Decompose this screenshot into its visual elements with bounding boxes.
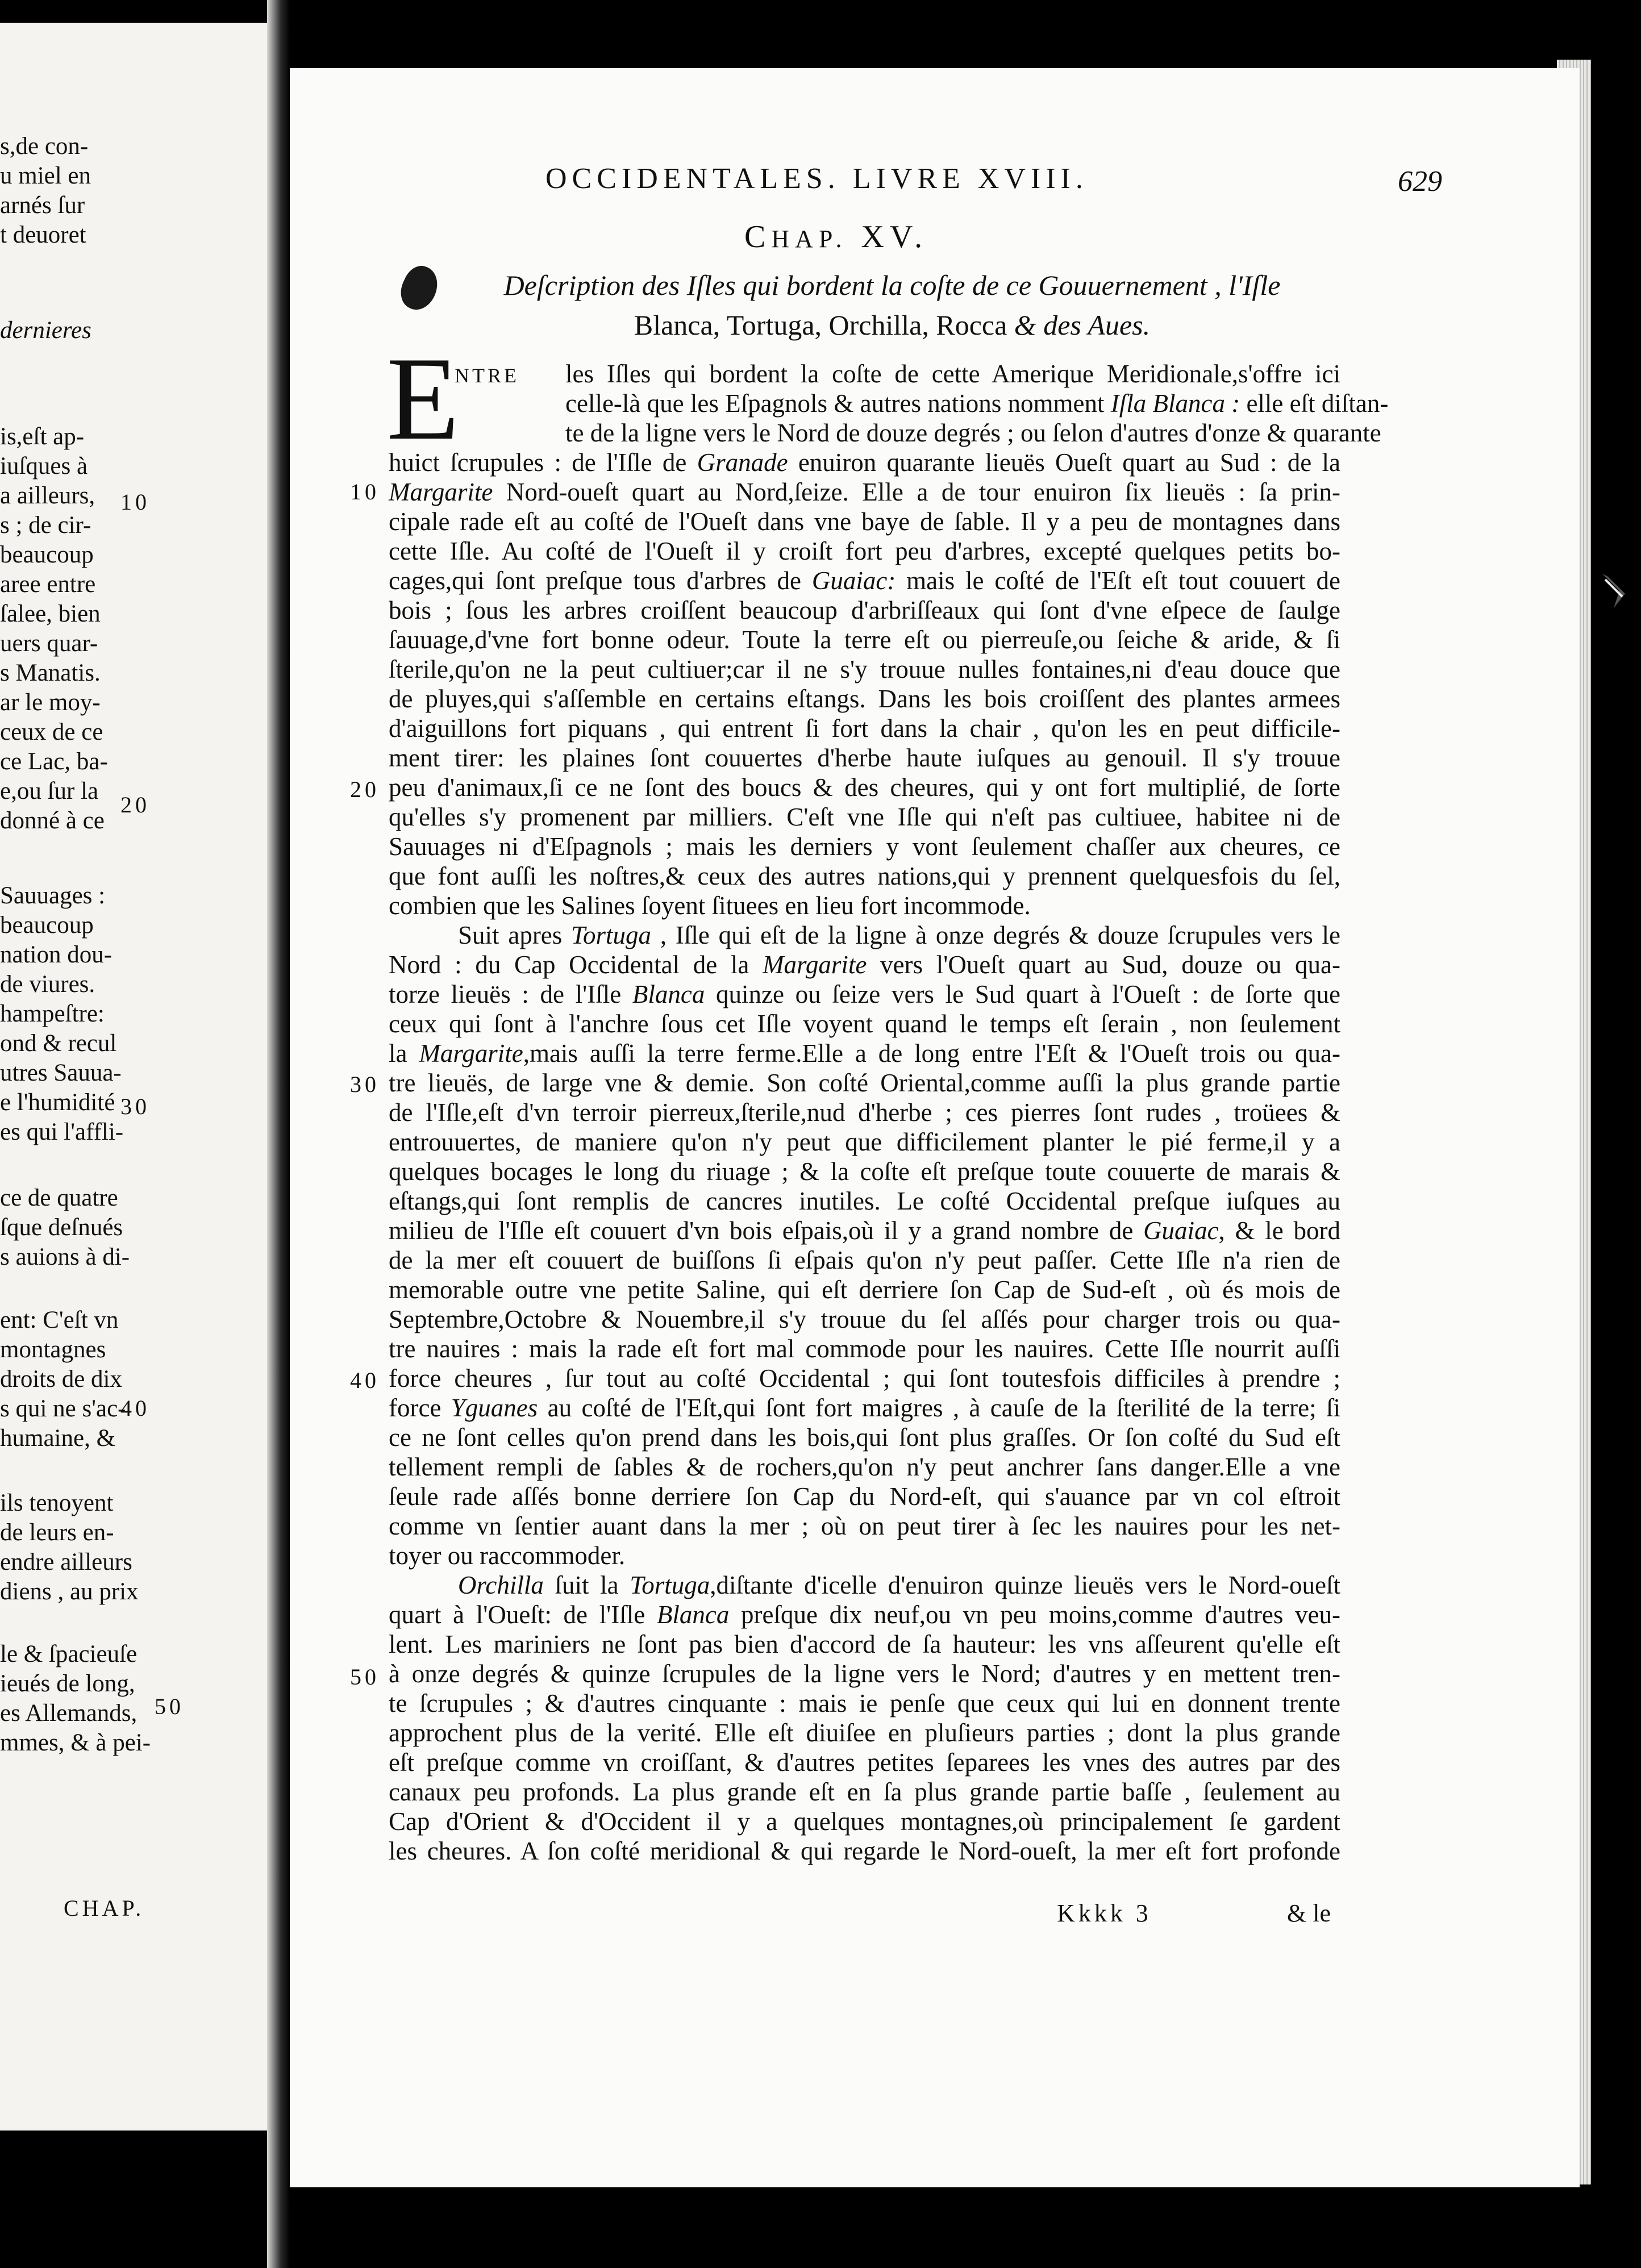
left-page-line: ond & recul: [0, 1030, 117, 1057]
left-page-line: de viures.: [0, 971, 95, 998]
left-margin-line-number: 40: [120, 1395, 150, 1421]
left-page-catchword: CHAP.: [64, 1895, 145, 1921]
margin-line-number: 20: [350, 777, 380, 802]
left-page-line: u miel en: [0, 162, 91, 189]
body-text-line: ſterile,qu'on ne la peut cultiuer;car il ne s'y trouue nulles fontaines,ni d'eau douce que: [389, 655, 1340, 683]
body-text-line: ce ne ſont celles qu'on prend dans les bois,qui ſont plus graſſes. Or ſon coſté du Sud eſt: [389, 1423, 1340, 1452]
body-text-line: combien que les Salines ſoyent ſituees en lieu fort incommode.: [389, 891, 1031, 920]
body-text-line: que font auſſi les noſtres,& ceux des autres nations,qui y prennent quelquesfois du ſel,: [389, 862, 1340, 890]
left-page-line: t deuoret: [0, 222, 86, 248]
left-page-line: uers quar-: [0, 630, 98, 657]
left-page-line: droits de dix: [0, 1366, 122, 1393]
body-text-line: lent. Les mariniers ne ſont pas bien d'accord de ſa hauteur: les vns aſſeurent qu'elle eſt: [389, 1630, 1340, 1658]
first-word-small-caps: [455, 359, 557, 390]
left-page-line: le & ſpacieuſe: [0, 1641, 138, 1667]
left-page-fragment: [0, 23, 272, 2131]
body-text-line: Septembre,Octobre & Nouembre,il s'y trouue du ſel aſſés pour charger trois ou qua-: [389, 1305, 1340, 1333]
left-margin-line-number: 30: [120, 1094, 150, 1119]
body-text-line: les Iſles qui bordent la coſte de cette Amerique Meridionale,s'offre ici: [565, 360, 1340, 388]
left-page-line: beaucoup: [0, 541, 94, 568]
left-page-line: arnés ſur: [0, 192, 85, 219]
body-text-line: milieu de l'Iſle eſt couuert d'vn bois eſpais,où il y a grand nombre de Guaiac, & le bord: [389, 1216, 1340, 1245]
margin-line-number: 10: [350, 479, 380, 505]
body-text-line: quart à l'Oueſt: de l'Iſle Blanca preſque dix neuf,ou vn peu moins,comme d'autres veu-: [389, 1600, 1340, 1629]
left-page-line: ils tenoyent: [0, 1490, 114, 1516]
left-page-line: utres Sauua-: [0, 1060, 122, 1086]
left-page-line: de leurs en-: [0, 1519, 114, 1546]
body-text-line: tellement rempli de ſables & de rochers,qu'on n'y peut anchrer ſans danger.Elle a vne: [389, 1453, 1340, 1481]
chapter-subtitle-line-2: [432, 307, 1352, 343]
margin-line-number: 30: [350, 1072, 380, 1097]
body-text-line: Orchilla ſuit la Tortuga,diſtante d'icelle d'enuiron quinze lieuës vers le Nord-oueſt: [458, 1571, 1340, 1599]
body-text-line: approchent plus de la verité. Elle eſt diuiſee en pluſieurs parties ; dont la plus grande: [389, 1719, 1340, 1747]
left-page-line: mmes, & à pei-: [0, 1729, 151, 1756]
body-text-line: canaux peu profonds. La plus grande eſt en ſa plus grande partie baſſe , ſeulement au: [389, 1778, 1340, 1806]
subtitle-roman-part: Blanca, Tortuga, Orchilla, Rocca: [634, 309, 1007, 341]
drop-cap: E: [386, 333, 460, 465]
left-page-line: s qui ne s'ac-: [0, 1395, 126, 1422]
body-text-line: torze lieuës : de l'Iſle Blanca quinze ou ſeize vers le Sud quart à l'Oueſt : de ſorte que: [389, 980, 1341, 1008]
body-text-line: cages,qui ſont preſque tous d'arbres de Guaiac: mais le coſté de l'Eſt eſt tout couuert de: [389, 566, 1340, 595]
first-word-rest: NTRE: [455, 364, 519, 387]
chapter-heading-rest: HAP.: [771, 225, 848, 253]
left-page-line: is,eſt ap-: [0, 423, 85, 450]
left-page-line: a ailleurs,: [0, 482, 95, 509]
left-page-line: humaine, &: [0, 1425, 116, 1452]
body-text-line: Margarite Nord-oueſt quart au Nord,ſeize. Elle a de tour enuiron ſix lieuës : ſa prin-: [389, 478, 1340, 506]
left-page-line: ceux de ce: [0, 719, 103, 745]
body-text-line: les cheures. A ſon coſté meridional & qui regarde le Nord-oueſt, la mer eſt fort profonde: [389, 1837, 1340, 1865]
left-page-line: iuſques à: [0, 453, 88, 480]
left-margin-line-number: 10: [120, 489, 150, 515]
left-page-line: e,ou ſur la: [0, 778, 99, 804]
body-text-line: Suit apres Tortuga , Iſle qui eſt de la ligne à onze degrés & douze ſcrupules vers le: [458, 921, 1341, 949]
body-text-line: huict ſcrupules : de l'Iſle de Granade enuiron quarante lieuës Oueſt quart au Sud : de la: [389, 448, 1340, 477]
body-text-line: ceux qui ſont à l'anchre ſous cet Iſle voyent quand le temps eſt ſerain , non ſeulement: [389, 1010, 1340, 1038]
body-text-line: te de la ligne vers le Nord de douze degrés ; ou ſelon d'autres d'onze & quarante: [565, 419, 1381, 447]
body-text-line: de l'Iſle,eſt d'vn terroir pierreux,ſterile,nud d'herbe ; ces pierres ſont rudes , troüees &: [389, 1098, 1340, 1127]
left-page-line: s,de con-: [0, 133, 89, 160]
left-page-line: montagnes: [0, 1336, 106, 1363]
body-text-line: force Yguanes au coſté de l'Eſt,qui ſont fort maigres , à cauſe de la ſterilité de la terre; ſi: [389, 1394, 1340, 1422]
left-page-line: hampeſtre:: [0, 1000, 105, 1027]
body-text-line: ſeule rade aſſés bonne derriere ſon Cap du Nord-eſt, qui s'auance par vn col eſtroit: [389, 1482, 1340, 1511]
chapter-number: XV.: [861, 219, 928, 255]
margin-line-number: 50: [350, 1664, 380, 1690]
left-page-line: s ; de cir-: [0, 512, 91, 539]
body-text-line: ment tirer: les plaines ſont couuertes d'herbe haute iuſques au genouil. Il s'y trouue: [389, 744, 1340, 772]
page-number: 629: [1398, 165, 1442, 198]
body-text-line: celle-là que les Eſpagnols & autres nations nomment Iſla Blanca : elle eſt diſtan-: [565, 389, 1389, 418]
body-text-line: comme vn ſentier auant dans la mer ; où on peut tirer à ſec les nauires pour les net-: [389, 1512, 1340, 1540]
body-text-line: quelques bocages le long du riuage ; & la coſte eſt preſque toute couuerte de marais &: [389, 1157, 1340, 1186]
body-text-line: peu d'animaux,ſi ce ne ſont des boucs & des cheures, qui y ont fort multiplié, de ſorte: [389, 773, 1340, 802]
left-page-line: e l'humidité: [0, 1089, 115, 1116]
body-text-line: cette Iſle. Au coſté de l'Oueſt il y croiſt fort peu d'arbres, excepté quelques petits bo-: [389, 537, 1340, 565]
body-text-line: eſt preſque comme vn croiſſant, & d'autres petites ſeparees les vnes des autres par des: [389, 1748, 1340, 1777]
body-text-line: Cap d'Orient & d'Occident il y a quelques montagnes,où principalement ſe gardent: [389, 1807, 1340, 1836]
left-page-line: beaucoup: [0, 912, 94, 939]
left-page-line: dernieres: [0, 317, 91, 344]
left-page-line: es qui l'affli-: [0, 1119, 124, 1145]
body-text-line: bois ; ſous les arbres croiſſent beaucoup d'arbriſſeaux qui ſont d'vne eſpece de ſaulge: [389, 596, 1340, 624]
body-text-line: qu'elles s'y promenent par milliers. C'eſt vne Iſle qui n'eſt pas cultiuee, habitee ni de: [389, 803, 1340, 831]
body-text-line: Nord : du Cap Occidental de la Margarite vers l'Oueſt quart au Sud, douze ou qua-: [389, 950, 1340, 979]
chapter-heading: [744, 219, 928, 255]
body-text-line: memorable outre vne petite Saline, qui eſt derriere ſon Cap de Sud-eſt , où és mois de: [389, 1275, 1340, 1304]
body-text-line: entrouuertes, de maniere qu'on n'y peut que difficilement planter le pié ferme,il y a: [389, 1128, 1340, 1156]
body-text-line: ſauuage,d'vne fort bonne odeur. Toute la terre eſt ou pierreuſe,ou ſeiche & aride, & ſi: [389, 626, 1340, 654]
left-margin-line-number: 50: [155, 1694, 184, 1719]
left-page-line: endre ailleurs: [0, 1549, 132, 1575]
left-page-line: ſalee, bien: [0, 601, 101, 627]
running-head: OCCIDENTALES. LIVRE XVIII.: [545, 162, 1088, 195]
body-text-line: force cheures , ſur tout au coſté Occidental ; qui ſont toutesfois difficiles à prendre ;: [389, 1364, 1340, 1393]
body-text-line: tre lieuës, de large vne & demie. Son coſté Oriental,comme auſſi la plus grande partie: [389, 1069, 1340, 1097]
left-page-line: s auions à di-: [0, 1244, 130, 1270]
left-page-line: aree entre: [0, 571, 96, 598]
chapter-heading-initial: C: [744, 219, 772, 255]
body-text-line: d'aiguillons fort piquans , qui entrent ſi fort dans la chair , qu'on les en peut difficile-: [389, 714, 1340, 743]
left-page-line: es Allemands,: [0, 1700, 138, 1727]
chapter-subtitle-line-1: Deſcription des Iſles qui bordent la coſte de ce Gouuernement , l'Iſle: [503, 269, 1281, 301]
body-text-line: te ſcrupules ; & d'autres cinquante : mais ie penſe que ceux qui lui en donnent trente: [389, 1689, 1340, 1717]
left-page-line: Sauuages :: [0, 882, 106, 909]
left-page-line: ce de quatre: [0, 1185, 118, 1211]
margin-line-number: 40: [350, 1368, 380, 1393]
binder-clip: [1597, 568, 1631, 614]
left-page-line: ſque deſnués: [0, 1214, 123, 1241]
body-text-line: Sauuages ni d'Eſpagnols ; mais les derniers y vont ſeulement chaſſer aux cheures, ce: [389, 832, 1340, 861]
left-page-line: ar le moy-: [0, 689, 101, 716]
body-text-line: cipale rade eſt au coſté de l'Oueſt dans vne baye de ſable. Il y a peu de montagnes dans: [389, 507, 1340, 536]
body-text-line: à onze degrés & quinze ſcrupules de la ligne vers le Nord; d'autres y en mettent tren-: [389, 1660, 1340, 1688]
catchword: & le: [1287, 1899, 1331, 1927]
body-text-line: de la mer eſt couuert de buiſſons ſi eſpais qu'on n'y peut paſſer. Cette Iſle n'a rien de: [389, 1246, 1340, 1274]
left-margin-line-number: 20: [120, 792, 150, 818]
book-gutter: [267, 0, 290, 2268]
left-page-line: s Manatis.: [0, 660, 101, 686]
left-page-line: nation dou-: [0, 941, 113, 968]
signature-mark: Kkkk 3: [1057, 1899, 1152, 1927]
body-text-line: eſtangs,qui ſont remplis de cancres inutiles. Le coſté Occidental preſque iuſques au: [389, 1187, 1340, 1215]
body-text-line: de pluyes,qui s'aſſemble en certains eſtangs. Dans les bois croiſſent des plantes armees: [389, 685, 1340, 713]
left-page-line: donné à ce: [0, 807, 105, 834]
body-text-line: toyer ou raccommoder.: [389, 1541, 626, 1570]
body-text-line: tre nauires : mais la rade eſt fort mal commode pour les nauires. Cette Iſle nourrit auſſi: [389, 1335, 1340, 1363]
left-page-line: ieués de long,: [0, 1670, 135, 1697]
body-text-line: la Margarite,mais auſſi la terre ferme.Elle a de long entre l'Eſt & l'Oueſt trois ou qua-: [389, 1039, 1340, 1068]
left-page-line: ce Lac, ba-: [0, 748, 108, 775]
subtitle-italic-part: & des Aues.: [1014, 309, 1151, 341]
left-page-line: diens , au prix: [0, 1578, 139, 1605]
left-page-line: ent: C'eſt vn: [0, 1307, 119, 1333]
